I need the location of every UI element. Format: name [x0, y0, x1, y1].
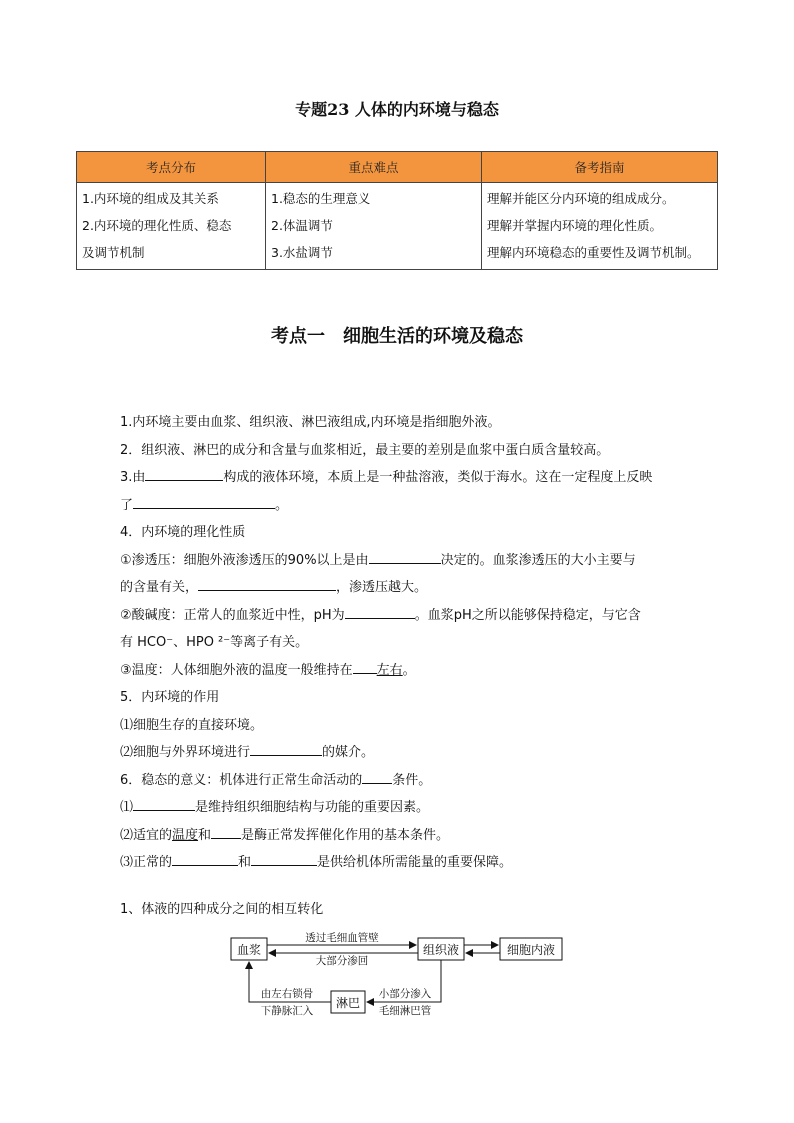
intracellular-label: 细胞内液	[506, 943, 556, 957]
header-exam-points: 考点分布	[77, 152, 266, 183]
fill-blank[interactable]	[369, 548, 441, 564]
content-line: ⑴ 是维持组织细胞结构与功能的重要因素。	[120, 794, 680, 822]
header-study-guide: 备考指南	[482, 152, 718, 183]
page-title: 专题23 人体的内环境与稳态	[295, 100, 499, 119]
body-fluid-diagram	[225, 928, 570, 1023]
content-line: 6．稳态的意义：机体进行正常生命活动的 条件。	[120, 767, 680, 795]
difficulty-1: 1.稳态的生理意义	[271, 191, 371, 206]
content-line: 2．组织液、淋巴的成分和含量与血浆相近，最主要的差别是血浆中蛋白质含量较高。	[120, 442, 610, 458]
content-line: 的含量有关， ，渗透压越大。	[120, 574, 680, 602]
key-difficulties-cell	[266, 183, 482, 270]
content-line: 5．内环境的作用	[120, 690, 220, 705]
fill-blank[interactable]	[345, 603, 415, 619]
label-through-capillary: 透过毛细血管壁	[305, 932, 379, 944]
content-line: ⑶正常的 和 是供给机体所需能量的重要保障。	[120, 849, 680, 877]
fill-blank[interactable]	[198, 575, 336, 591]
fill-blank[interactable]	[145, 465, 223, 481]
label-small-part-2: 毛细淋巴管	[378, 1005, 432, 1017]
label-via-subclavian-1: 由左右锁骨	[260, 988, 314, 1000]
table-header-row	[77, 152, 718, 183]
content-line: ⑵细胞与外界环境进行 的媒介。	[120, 739, 680, 767]
label-mostly-return: 大部分渗回	[315, 955, 369, 967]
label-small-part-1: 小部分渗入	[378, 988, 432, 1000]
content-line: 有 HCO⁻、HPO ²⁻等离子有关。	[120, 635, 309, 650]
content-line: 了 。	[120, 492, 680, 520]
fill-blank[interactable]	[133, 493, 275, 509]
study-guide-cell	[482, 183, 718, 270]
content-body	[120, 409, 680, 877]
difficulty-3: 3.水盐调节	[271, 245, 333, 260]
guide-2: 理解并掌握内环境的理化性质。	[487, 218, 663, 233]
plasma-label: 血浆	[236, 943, 262, 957]
content-line: ⑴细胞生存的直接环境。	[120, 717, 264, 733]
fill-blank[interactable]	[362, 768, 392, 784]
exam-point-2-cont: 及调节机制	[82, 245, 145, 260]
header-key-difficulties: 重点难点	[266, 152, 482, 183]
guide-3: 理解内环境稳态的重要性及调节机制。	[487, 245, 700, 260]
fill-blank[interactable]	[251, 850, 317, 866]
overview-table	[76, 151, 718, 270]
exam-points-cell	[77, 183, 266, 270]
content-line: 3.由 构成的液体环境，本质上是一种盐溶液，类似于海水。这在一定程度上反映	[120, 464, 680, 492]
exam-point-2: 2.内环境的理化性质、稳态	[82, 218, 232, 233]
fill-blank[interactable]	[133, 795, 195, 811]
label-via-subclavian-2: 下静脉汇入	[260, 1005, 314, 1017]
guide-1: 理解并能区分内环境的组成成分。	[487, 191, 675, 206]
fill-blank[interactable]	[172, 850, 238, 866]
fill-blank[interactable]	[211, 823, 241, 839]
fill-blank[interactable]	[250, 740, 322, 756]
tissue-fluid-label: 组织液	[422, 943, 460, 957]
lymph-label: 淋巴	[335, 996, 361, 1010]
fill-blank[interactable]	[353, 658, 377, 674]
content-line: ②酸碱度：正常人的血浆近中性，pH为 。血浆pH之所以能够保持稳定，与它含	[120, 602, 680, 630]
subsection-title: 1、体液的四种成分之间的相互转化	[120, 902, 324, 917]
section-title: 考点一 细胞生活的环境及稳态	[271, 326, 523, 347]
table-row	[77, 183, 718, 270]
exam-point-1: 1.内环境的组成及其关系	[82, 191, 219, 206]
content-line: ③温度：人体细胞外液的温度一般维持在 左右。	[120, 657, 680, 685]
content-line: ⑵适宜的温度和 是酶正常发挥催化作用的基本条件。	[120, 822, 680, 850]
content-line: 4．内环境的理化性质	[120, 525, 246, 540]
difficulty-2: 2.体温调节	[271, 218, 333, 233]
content-line: 1.内环境主要由血浆、组织液、淋巴液组成,内环境是指细胞外液。	[120, 415, 501, 430]
content-line: ①渗透压：细胞外液渗透压的90%以上是由 决定的。血浆渗透压的大小主要与	[120, 547, 680, 575]
